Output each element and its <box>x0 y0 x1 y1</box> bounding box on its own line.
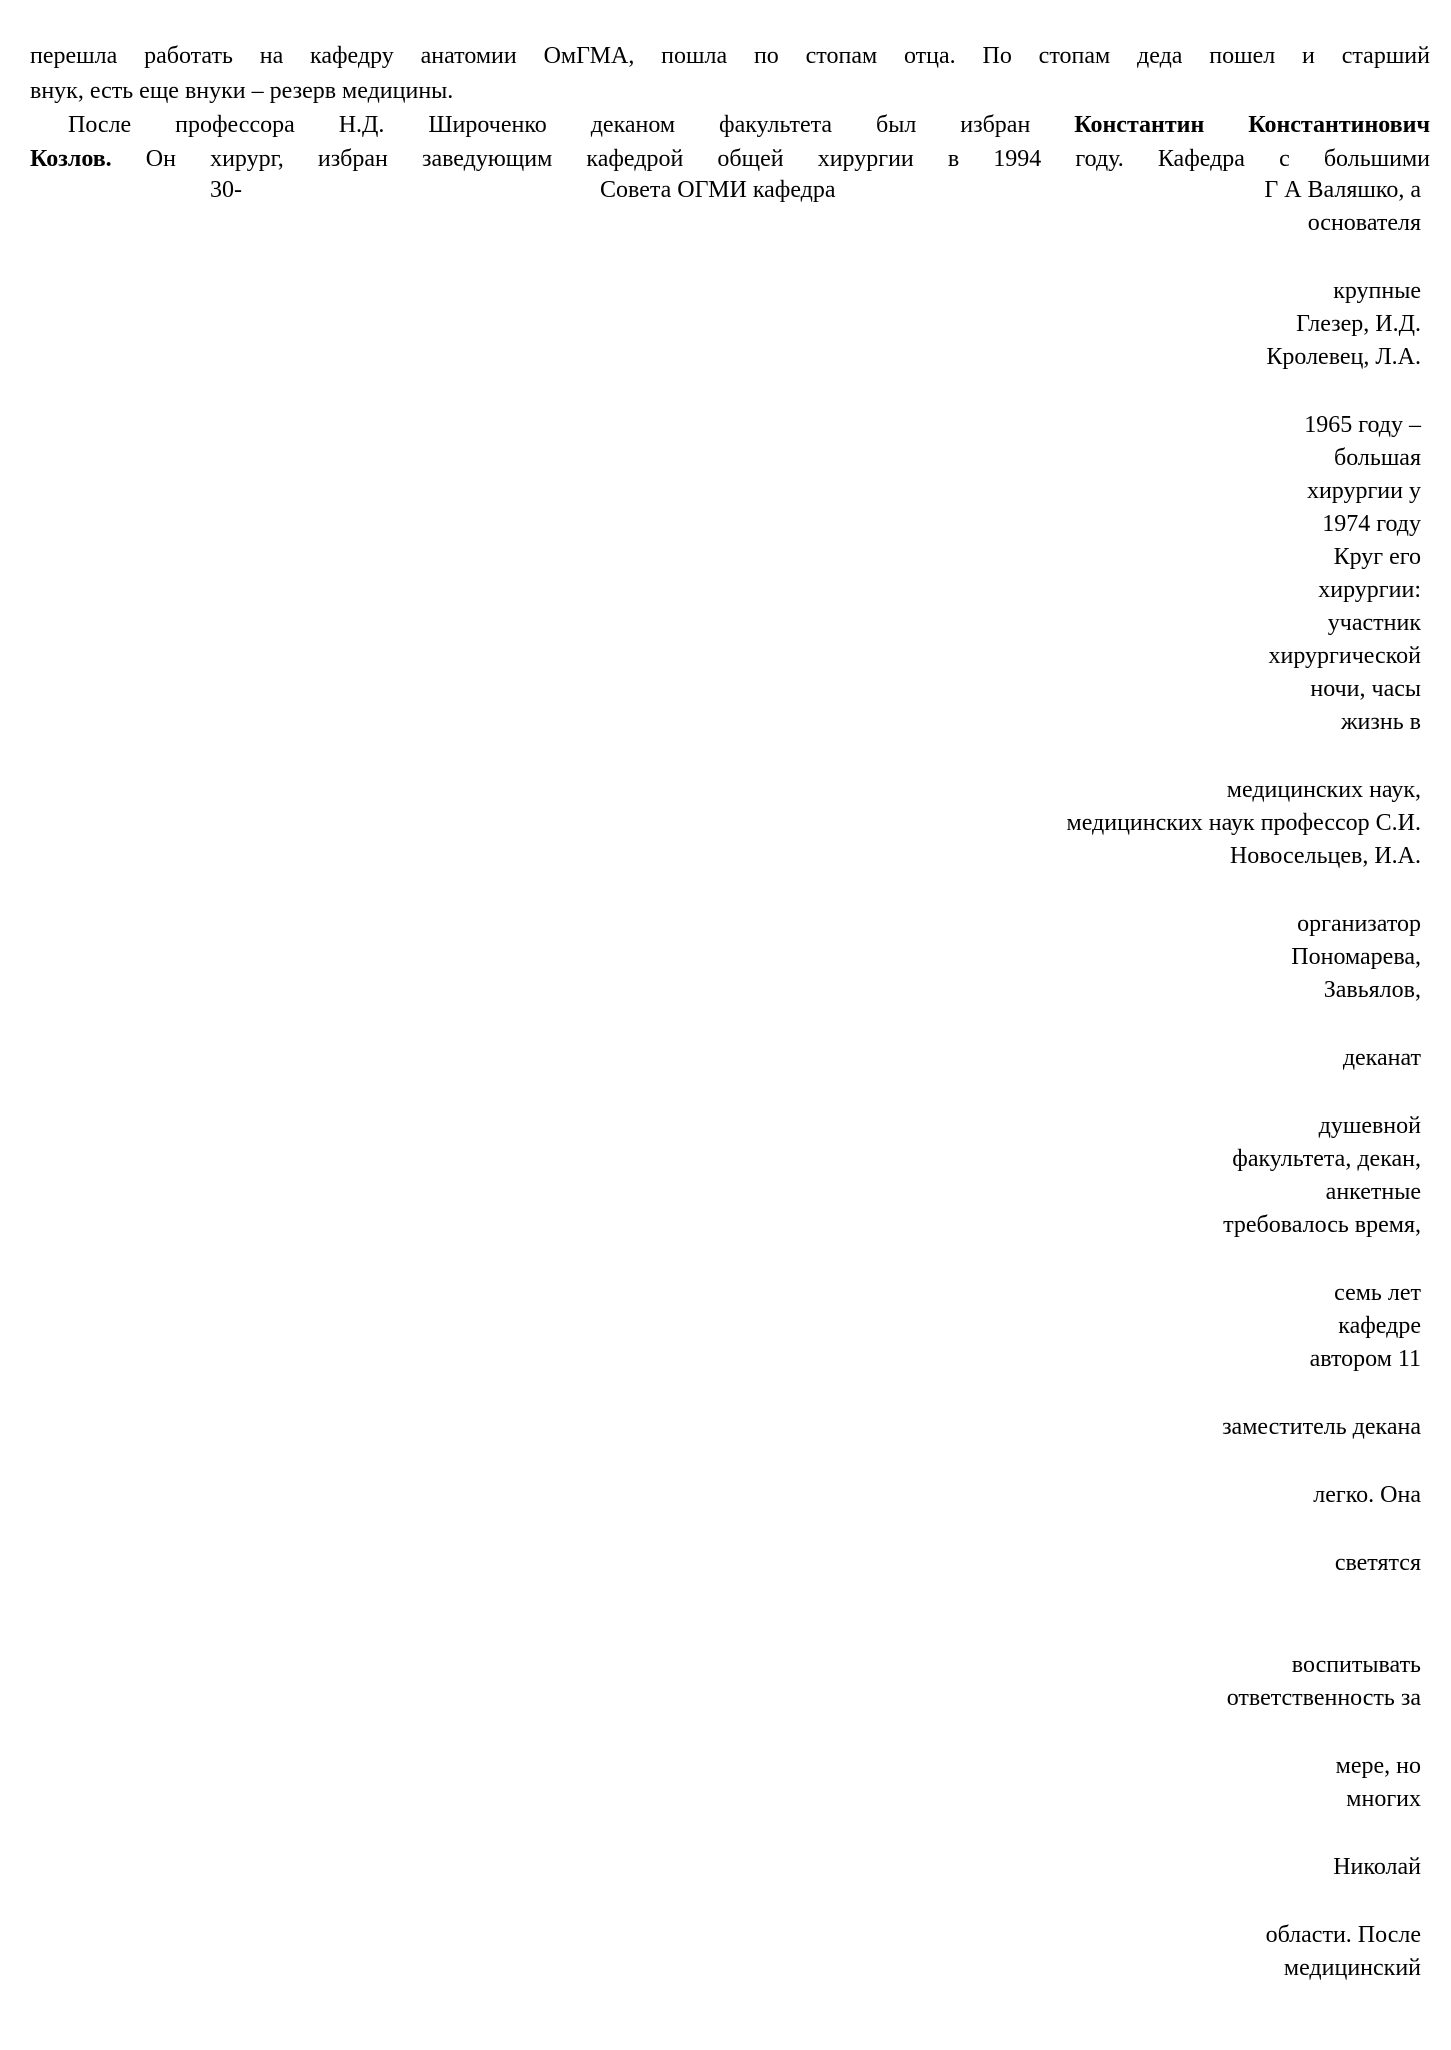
person-name-bold: Константин Константинович <box>1074 112 1430 138</box>
text-fragment: хирургии: <box>1318 577 1421 603</box>
text-fragment: Пономарева, <box>1291 944 1421 970</box>
fragment-30: 30- <box>210 177 242 203</box>
text-fragment: воспитывать <box>1291 1652 1421 1678</box>
person-surname-bold: Козлов. <box>30 146 112 172</box>
text-fragment: деканат <box>1342 1045 1421 1071</box>
text-fragment: ночи, часы <box>1310 676 1421 702</box>
text-fragment: душевной <box>1318 1113 1421 1139</box>
text-fragment: крупные <box>1333 278 1421 304</box>
text-fragment: светятся <box>1334 1550 1421 1576</box>
text-fragment: ответственность за <box>1226 1685 1421 1711</box>
text-fragment: факультета, декан, <box>1232 1146 1421 1172</box>
text-fragment: медицинских наук профессор С.И. <box>1066 810 1421 836</box>
text-fragment: мере, но <box>1335 1753 1421 1779</box>
text-fragment: многих <box>1346 1786 1421 1812</box>
text-fragment: 1974 году <box>1322 511 1421 537</box>
text-fragment: Кролевец, Л.А. <box>1266 344 1421 370</box>
text-fragment: Глезер, И.Д. <box>1296 311 1421 337</box>
text-fragment: Круг его <box>1333 544 1421 570</box>
paragraph-2-line-1 <box>68 110 1430 140</box>
text-fragment: хирургии у <box>1306 478 1421 504</box>
fragment-soveta-ogmi: Совета ОГМИ кафедра <box>600 177 836 203</box>
text-fragment: Николай <box>1333 1854 1421 1880</box>
intro-line-2: внук, есть еще внуки – резерв медицины. <box>30 78 454 104</box>
text-fragment: кафедре <box>1338 1313 1421 1339</box>
paragraph-2-line-2 <box>30 144 1430 174</box>
paragraph-2-line-2-text: Он хирург, избран заведующим кафедрой общей хирургии в 1994 году. Кафедра с большими <box>145 146 1430 172</box>
text-fragment: участник <box>1327 610 1421 636</box>
text-fragment: большая <box>1334 445 1421 471</box>
text-fragment: семь лет <box>1334 1280 1421 1306</box>
text-fragment: требовалось время, <box>1223 1212 1421 1238</box>
fragment-valyashko: Г А Валяшко, а <box>1264 177 1421 203</box>
text-fragment: медицинских наук, <box>1226 777 1421 803</box>
text-fragment: анкетные <box>1325 1179 1421 1205</box>
text-fragment: Завьялов, <box>1323 977 1421 1003</box>
paragraph-2-line-1-text: После профессора Н.Д. Широченко деканом факультета был избран <box>68 112 1031 138</box>
intro-line-1: перешла работать на кафедру анатомии ОмГМА, пошла по стопам отца. По стопам деда пошел и старший <box>30 43 1430 69</box>
text-fragment: основателя <box>1307 210 1421 236</box>
text-fragment: автором 11 <box>1309 1346 1421 1372</box>
text-fragment: легко. Она <box>1313 1482 1421 1508</box>
text-fragment: области. После <box>1265 1922 1421 1948</box>
text-fragment: медицинский <box>1283 1955 1421 1981</box>
text-fragment: хирургической <box>1268 643 1421 669</box>
text-fragment: жизнь в <box>1340 709 1421 735</box>
text-fragment: Новосельцев, И.А. <box>1229 843 1421 869</box>
text-fragment: 1965 году – <box>1304 412 1421 438</box>
text-fragment: организатор <box>1297 911 1421 937</box>
text-fragment: заместитель декана <box>1222 1414 1421 1440</box>
